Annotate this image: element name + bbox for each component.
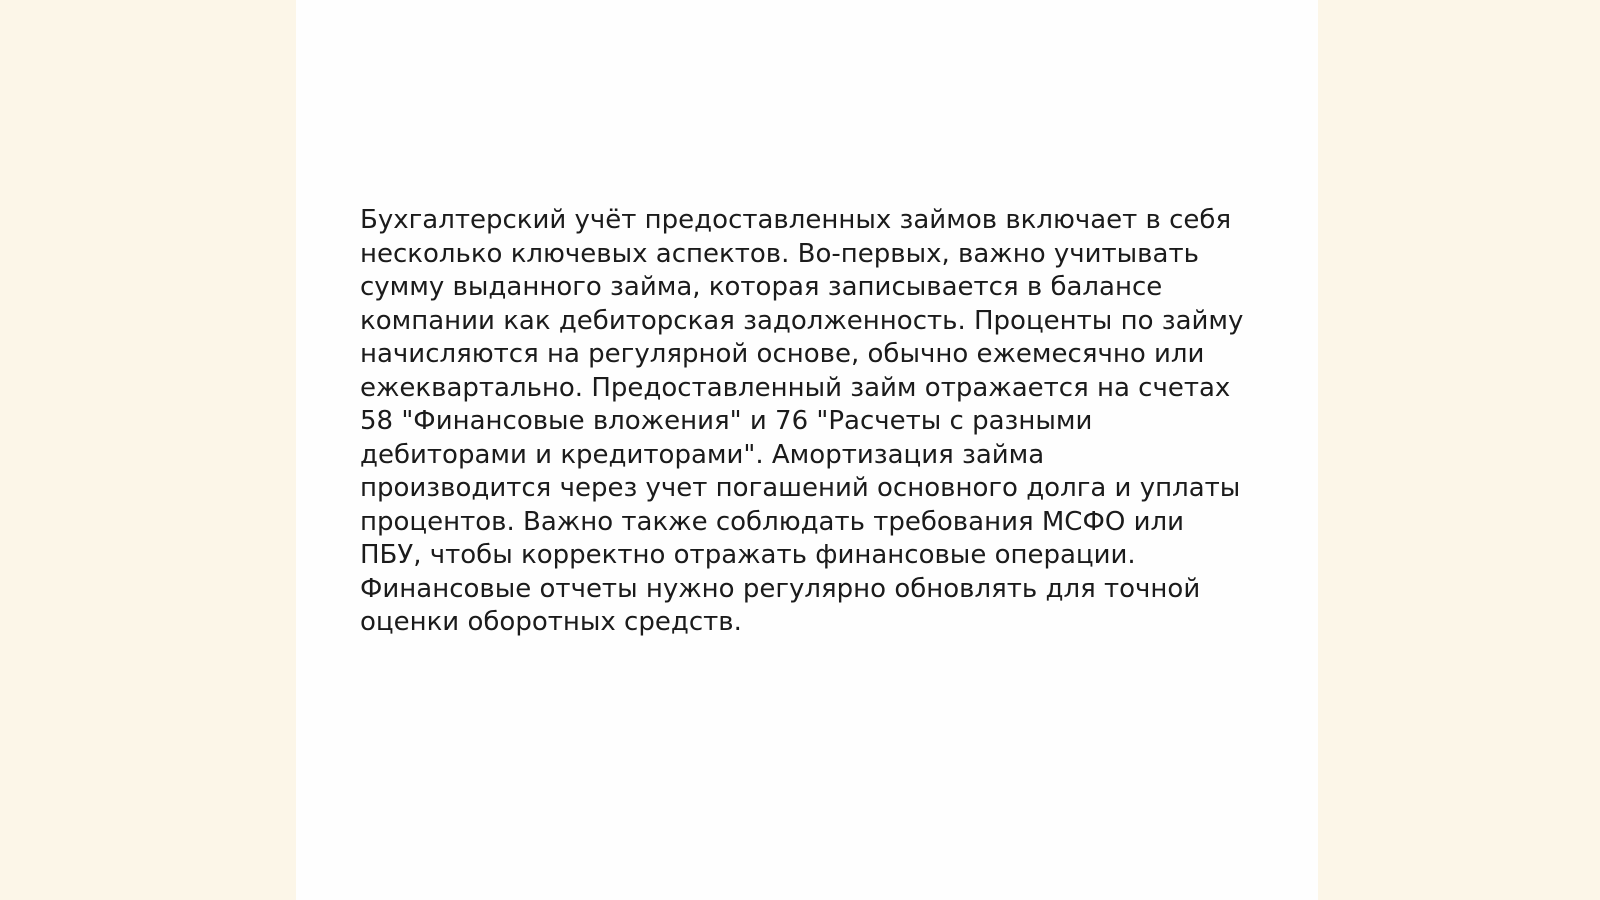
document-page: [296, 0, 1318, 900]
body-paragraph: Бухгалтерский учёт предоставленных займов включает в себя несколько ключевых аспектов. Во-первых, важно учитывать сумму выданного займа, которая записывается в балансе компании как дебиторская задолженность. Проценты по займу начисляются на регулярной основе, обычно ежемесячно или ежеквартально. Предоставленный займ отражается на счетах 58 "Финансовые вложения" и 76 "Расчеты с разными дебиторами и кредиторами". Амортизация займа производится через учет погашений основного долга и уплаты процентов. Важно также соблюдать требования МСФО или ПБУ, чтобы корректно отражать финансовые операции. Финансовые отчеты нужно регулярно обновлять для точной оценки оборотных средств.: [360, 205, 1244, 637]
